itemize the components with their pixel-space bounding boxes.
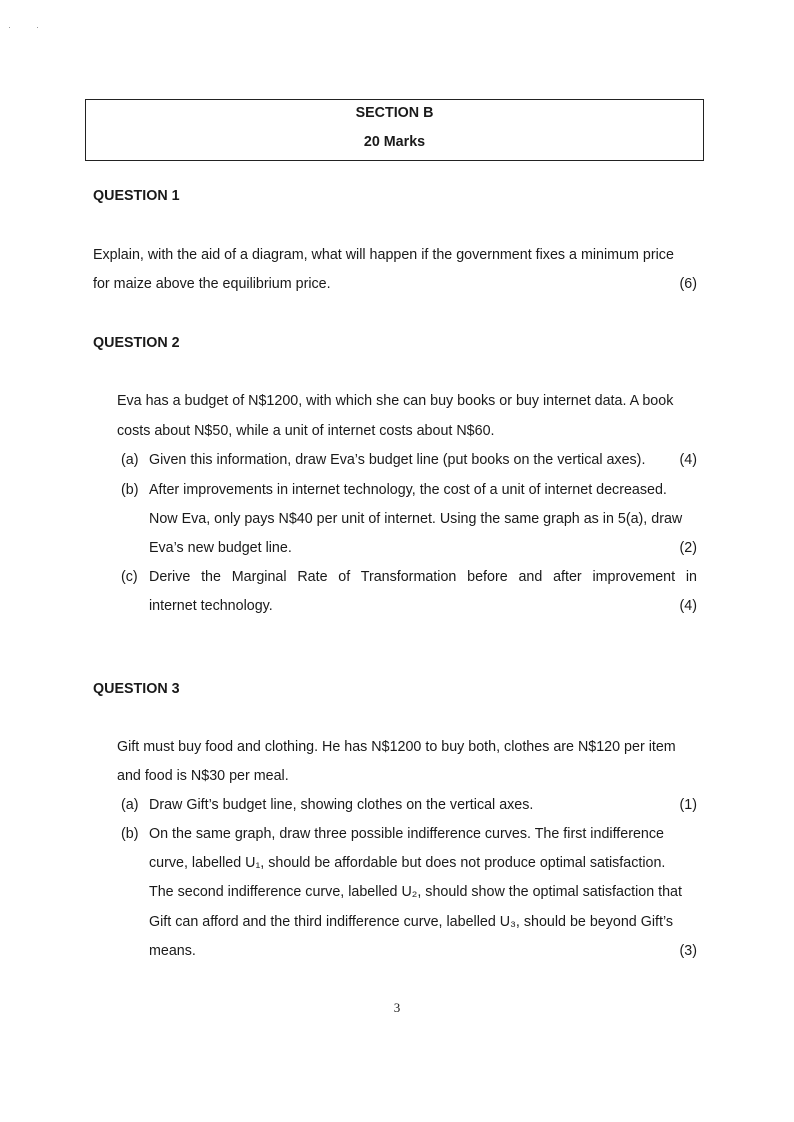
- question-3-heading: QUESTION 3: [93, 681, 180, 697]
- question-2-intro-line-2: costs about N$50, while a unit of internet costs about N$60.: [117, 423, 495, 439]
- question-2b-marks: (2): [679, 540, 697, 556]
- question-2a-label: (a): [121, 452, 139, 468]
- section-title: SECTION B: [355, 105, 434, 121]
- scan-mark: · ·: [8, 22, 39, 32]
- question-2b-line-1: After improvements in internet technology, the cost of a unit of internet decreased.: [149, 482, 667, 498]
- question-3a-marks: (1): [679, 797, 697, 813]
- section-marks: 20 Marks: [363, 134, 426, 150]
- question-3a-label: (a): [121, 797, 139, 813]
- question-2a-marks: (4): [679, 452, 697, 468]
- question-2b-line-2: Now Eva, only pays N$40 per unit of internet. Using the same graph as in 5(a), draw: [149, 511, 683, 527]
- question-3b-line-1: On the same graph, draw three possible indifference curves. The first indifference: [149, 826, 664, 842]
- section-header-box: [85, 99, 704, 161]
- question-1-heading: QUESTION 1: [93, 188, 180, 204]
- question-2c-label: (c): [121, 569, 138, 585]
- question-3-intro-line-1: Gift must buy food and clothing. He has N$1200 to buy both, clothes are N$120 per item: [117, 739, 676, 755]
- question-2c-line-1: Derive the Marginal Rate of Transformation before and after improvement in: [149, 569, 697, 585]
- page-number: 3: [393, 1000, 401, 1015]
- question-2-intro-line-1: Eva has a budget of N$1200, with which she can buy books or buy internet data. A book: [117, 393, 674, 409]
- question-3b-line-2: curve, labelled U₁, should be affordable but does not produce optimal satisfaction.: [149, 855, 666, 871]
- question-1-text-line-2-row: [93, 276, 697, 292]
- question-2a-row: [149, 452, 697, 468]
- question-3-intro-line-2: and food is N$30 per meal.: [117, 768, 289, 784]
- question-3a-row: [149, 797, 697, 813]
- question-3b-row-5: [149, 943, 697, 959]
- question-3b-line-5: means.: [149, 943, 196, 959]
- question-2c-row-2: [149, 598, 697, 614]
- question-2b-row-3: [149, 540, 697, 556]
- question-3b-line-3: The second indifference curve, labelled U₂, should show the optimal satisfaction that: [149, 884, 682, 900]
- question-1-text-line-2: for maize above the equilibrium price.: [93, 276, 331, 292]
- question-1-marks: (6): [679, 276, 697, 292]
- question-3b-marks: (3): [679, 943, 697, 959]
- question-3b-label: (b): [121, 826, 139, 842]
- question-3a-text: Draw Gift’s budget line, showing clothes on the vertical axes.: [149, 797, 534, 813]
- question-2c-line-2: internet technology.: [149, 598, 273, 614]
- question-2c-marks: (4): [679, 598, 697, 614]
- question-3b-line-4: Gift can afford and the third indifference curve, labelled U₃, should be beyond Gift’s: [149, 914, 674, 930]
- question-2b-label: (b): [121, 482, 139, 498]
- question-2a-text: Given this information, draw Eva’s budget line (put books on the vertical axes).: [149, 452, 646, 468]
- question-2b-line-3: Eva’s new budget line.: [149, 540, 292, 556]
- question-1-text-line-1: Explain, with the aid of a diagram, what will happen if the government fixes a minimum price: [93, 247, 674, 263]
- question-2-heading: QUESTION 2: [93, 335, 180, 351]
